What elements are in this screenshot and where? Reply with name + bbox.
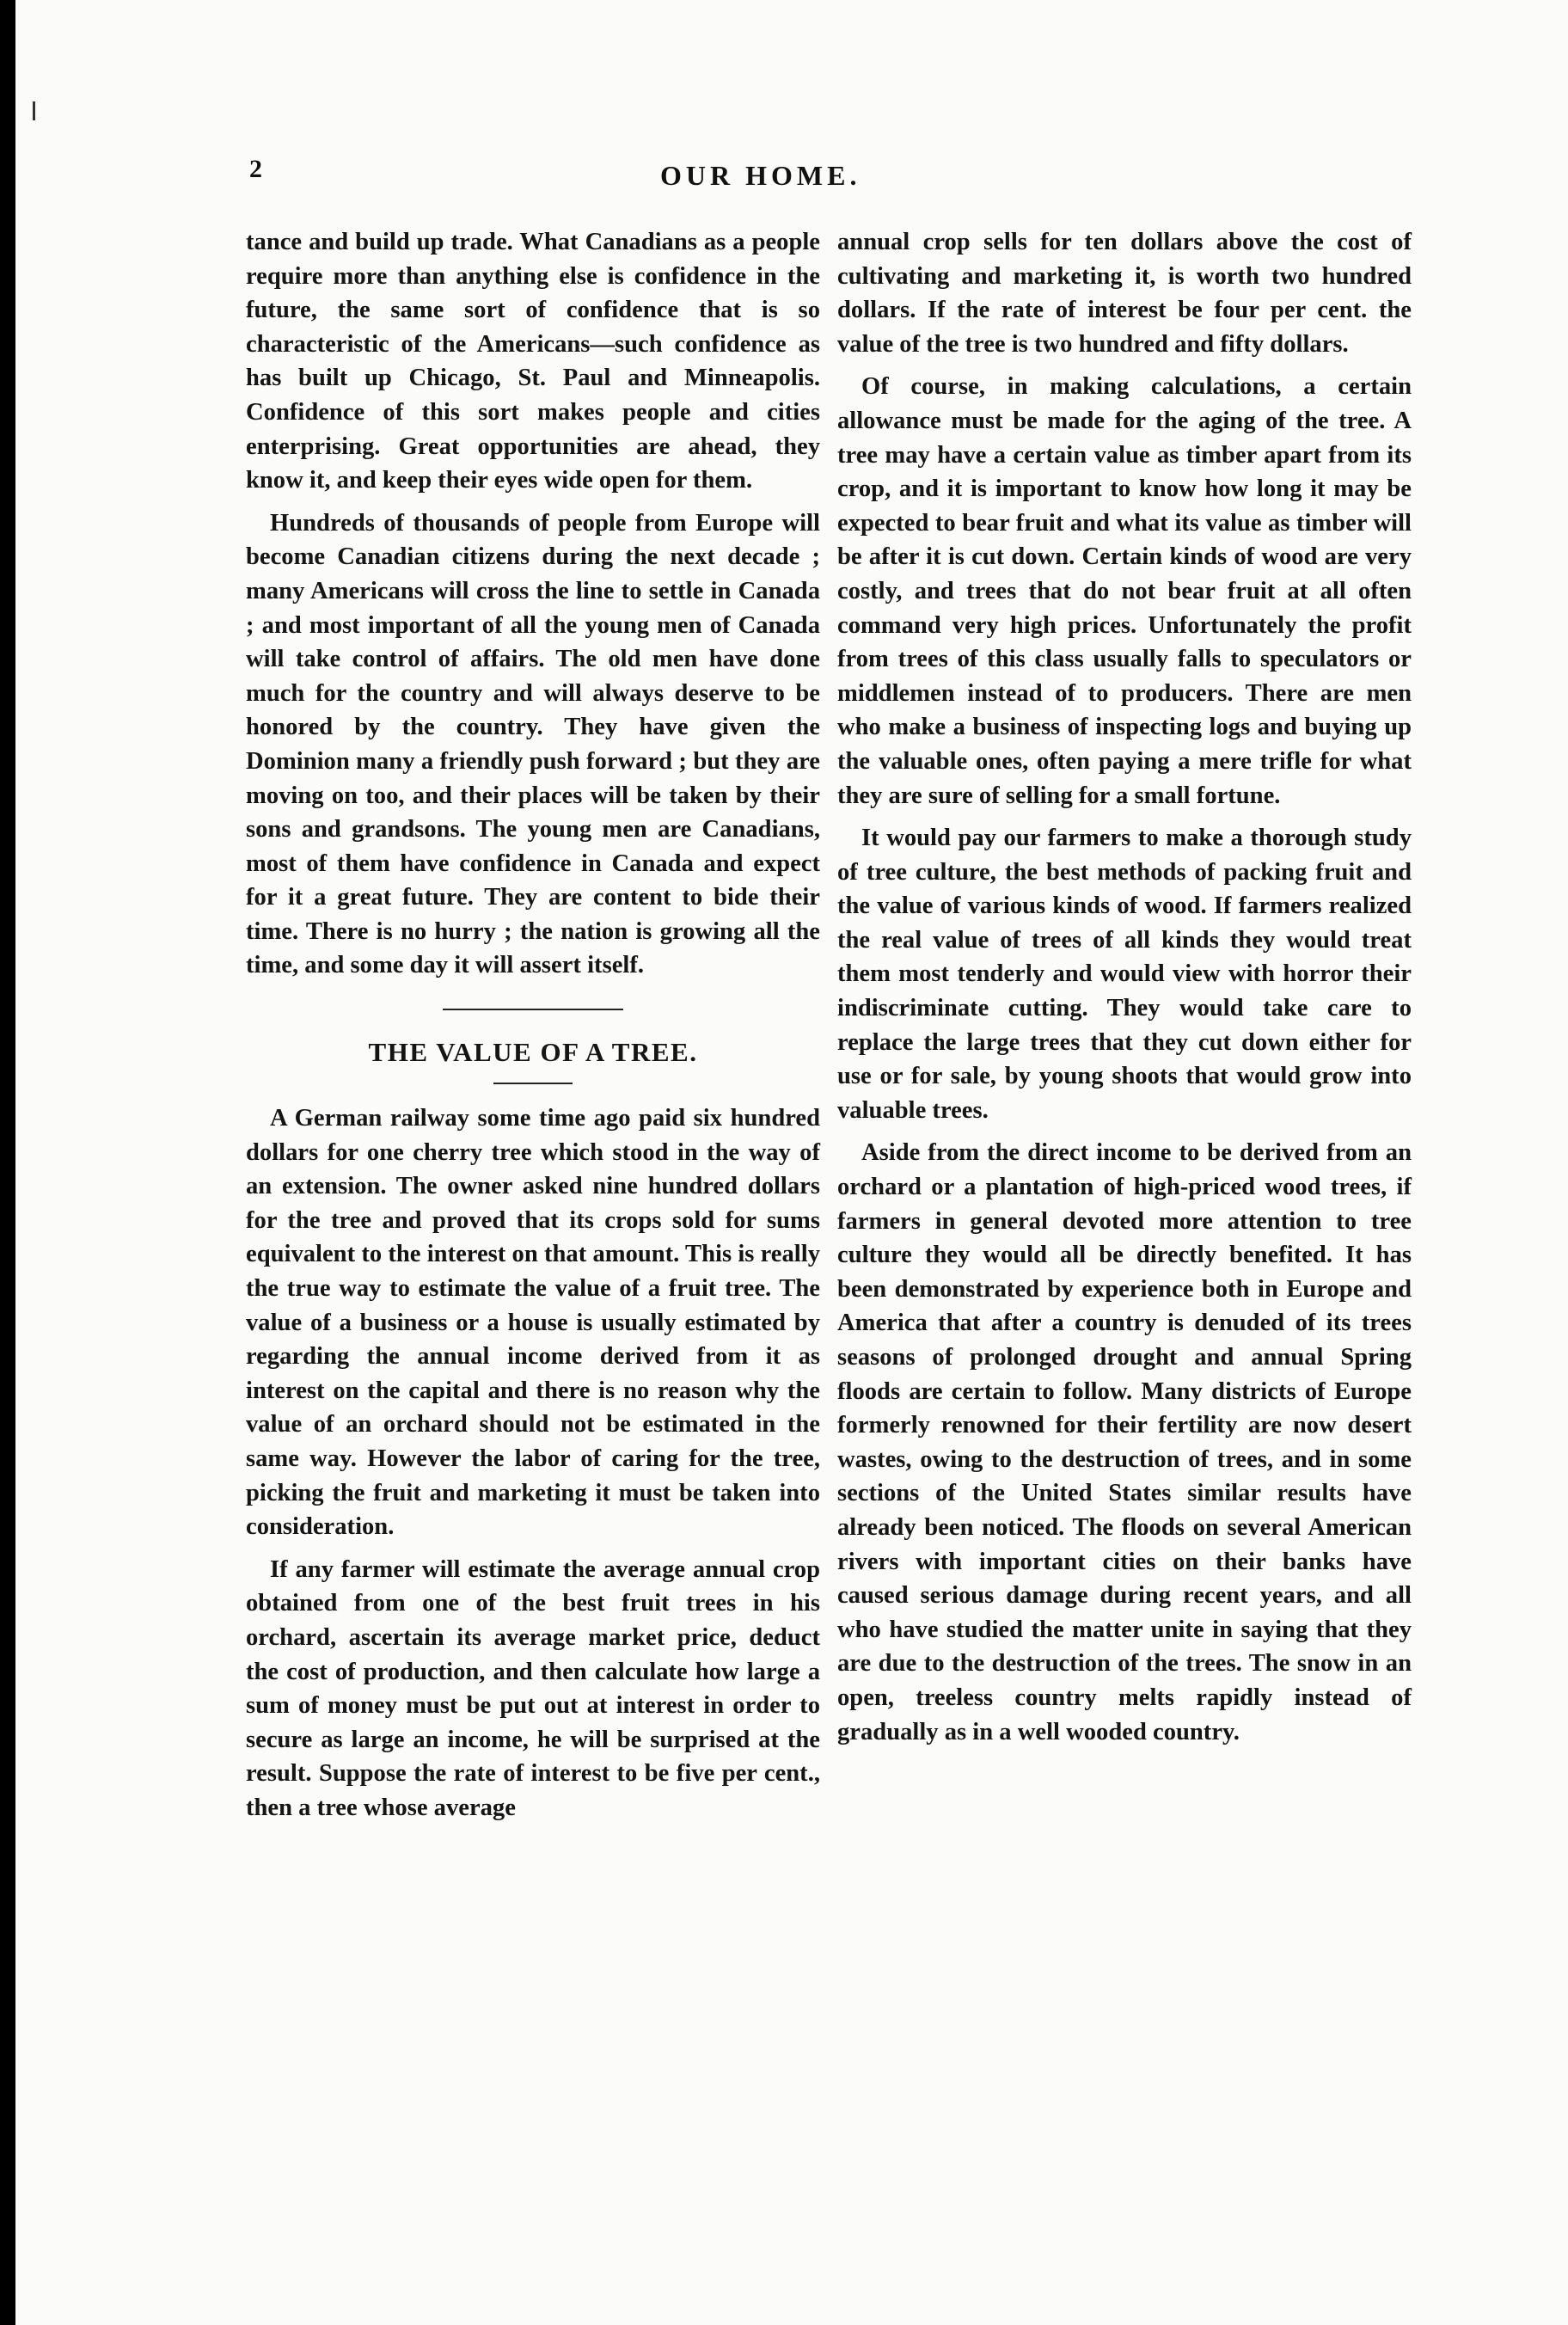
paragraph: annual crop sells for ten dollars above the cost of cultivating and marketing it, is worth two hundred dollars. If the rate of interest be four per cent. the value of the tree is two hundred and fifty dollars. (837, 229, 1412, 358)
paragraph: Of course, in making calculations, a certain allowance must be made for the aging of the tree. A tree may have a certain value as timber apart from its crop, and it is important to know how long it may be expected to bear fruit and what its value as timber will be after it is cut down. Certain kinds of wood are very costly, and trees that do not bear fruit at all often command very high prices. Unfortunately the profit from trees of this class usually falls to speculators or middlemen instead of to producers. There are men who make a business of inspecting logs and buying up the valuable ones, often paying a mere trifle for what they are sure of selling for a small fortune. (837, 373, 1412, 809)
page-number: 2 (249, 155, 262, 183)
scanned-page (15, 0, 1568, 2325)
section-divider (443, 1009, 623, 1010)
paragraph: If any farmer will estimate the average annual crop obtained from one of the best fruit trees in his orchard, ascertain its average market price, deduct the cost of production, and then calculate how large a sum of money must be put out at interest in order to secure as large an income, he will be surprised at the result. Suppose the rate of interest to be five per cent., then a tree whose average (246, 1555, 820, 1821)
journal-title: OUR HOME. (660, 160, 861, 191)
left-column (246, 225, 820, 1834)
paragraph: Hundreds of thousands of people from Europe will become Canadian citizens during the next decade ; many Americans will cross the line to settle in Canada ; and most important of all the young men of Canada will take control of affairs. The old men have done much for the country and will always deserve to be honored by the country. They have given the Dominion many a friendly push forward ; but they are moving on too, and their places will be taken by their sons and grandsons. The young men are Canadians, most of them have confidence in Canada and expect for it a great future. They are content to bide their time. There is no hurry ; the nation is growing all the time, and some day it will assert itself. (246, 509, 820, 979)
running-head (15, 155, 1568, 206)
article-title: THE VALUE OF A TREE. (368, 1037, 698, 1068)
title-underline (493, 1083, 573, 1084)
paragraph: It would pay our farmers to make a thorough study of tree culture, the best methods of packing fruit and the value of various kinds of wood. If farmers realized the real value of trees of all kinds they would treat them most tenderly and would view with horror their indiscriminate cutting. They would take care to replace the large trees that they cut down either for use or for sale, by young shoots that would grow into valuable trees. (837, 825, 1412, 1124)
paragraph: tance and build up trade. What Canadians as a people require more than anything else is confidence in the future, the same sort of confidence that is so characteristic of the Americans—such confidence as has built up Chicago, St. Paul and Minneapolis. Confidence of this sort makes people and cities enterprising. Great opportunities are ahead, they know it, and keep their eyes wide open for them. (246, 229, 820, 494)
paragraph: Aside from the direct income to be derived from an orchard or a plantation of high-priced wood trees, if farmers in general devoted more attention to tree culture they would all be directly benefited. It has been demonstrated by experience both in Europe and America that after a country is denuded of its trees seasons of prolonged drought and annual Spring floods are certain to follow. Many districts of Europe formerly renowned for their fertility are now desert wastes, owing to the destruction of trees, and in some sections of the United States similar results have already been noticed. The floods on several American rivers with important cities on their banks have caused serious damage during recent years, and all who have studied the matter unite in saying that they are due to the destruction of the trees. The snow in an open, treeless country melts rapidly instead of gradually as in a well wooded country. (837, 1139, 1412, 1745)
paragraph: A German railway some time ago paid six hundred dollars for one cherry tree which stood in the way of an extension. The owner asked nine hundred dollars for the tree and proved that its crops sold for sums equivalent to the interest on that amount. This is really the true way to estimate the value of a fruit tree. The value of a business or a house is usually estimated by regarding the annual income derived from it as interest on the capital and there is no reason why the value of an orchard should not be estimated in the same way. However the labor of caring for the tree, picking the fruit and marketing it must be taken into consideration. (246, 1105, 820, 1541)
right-column (837, 225, 1412, 1758)
scan-edge-mark (33, 101, 35, 120)
